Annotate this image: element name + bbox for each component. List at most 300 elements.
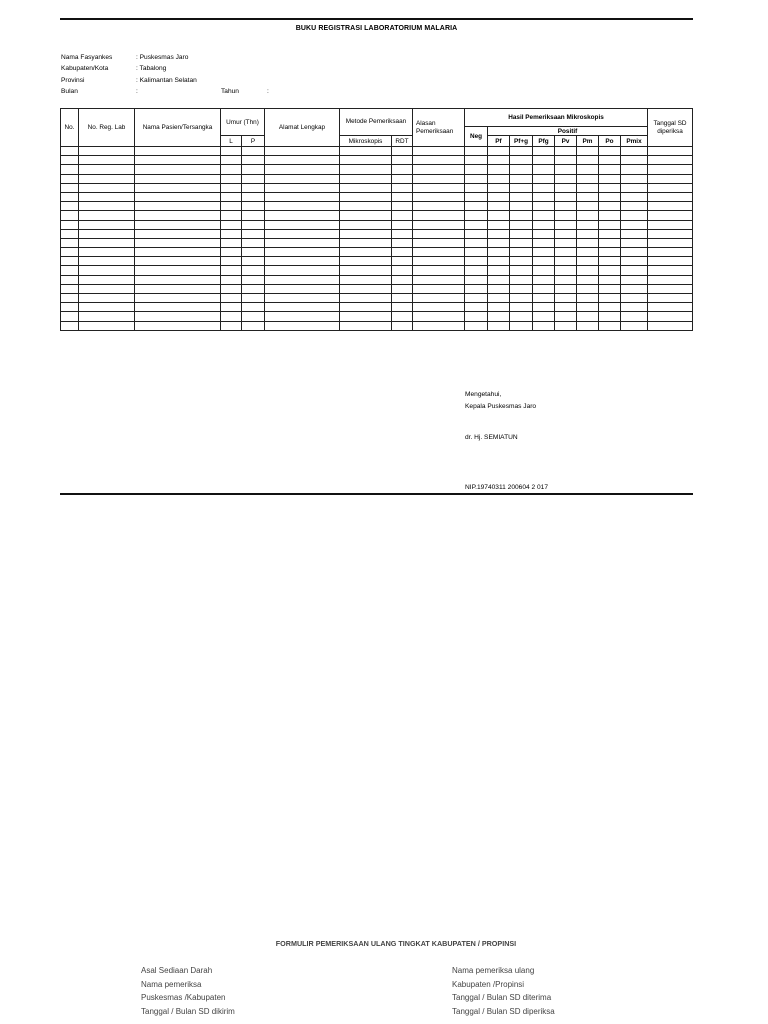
table-cell [621, 294, 648, 303]
table-row [61, 238, 693, 247]
table-row [61, 165, 693, 174]
table-cell [413, 321, 465, 330]
table-cell [488, 257, 510, 266]
table-cell [221, 257, 242, 266]
table-cell [555, 202, 577, 211]
table-row [61, 257, 693, 266]
table-cell [392, 156, 413, 165]
table-cell [555, 257, 577, 266]
table-cell [340, 284, 392, 293]
table-cell [577, 147, 599, 156]
table-cell [555, 294, 577, 303]
table-cell [392, 284, 413, 293]
table-cell [465, 284, 488, 293]
table-cell [648, 266, 693, 275]
table-cell [648, 147, 693, 156]
table-cell [488, 202, 510, 211]
info-value-tahun: : [267, 88, 269, 96]
table-cell [648, 211, 693, 220]
col-header-pmix: Pmix [621, 136, 648, 147]
table-cell [413, 266, 465, 275]
table-cell [413, 275, 465, 284]
table-cell [510, 238, 533, 247]
table-cell [510, 275, 533, 284]
table-cell [242, 165, 265, 174]
table-cell [599, 238, 621, 247]
top-rule [60, 18, 693, 20]
table-cell [340, 174, 392, 183]
table-cell [413, 248, 465, 257]
col-header-umur-l: L [221, 136, 242, 147]
table-cell [265, 156, 340, 165]
table-cell [61, 312, 79, 321]
table-cell [648, 321, 693, 330]
table-cell [599, 174, 621, 183]
table-cell [555, 147, 577, 156]
table-cell [621, 192, 648, 201]
table-cell [413, 165, 465, 174]
table-cell [510, 257, 533, 266]
table-cell [413, 183, 465, 192]
table-cell [533, 248, 555, 257]
table-cell [510, 248, 533, 257]
col-header-alasan: Alasan Pemeriksaan [413, 109, 465, 147]
col-header-alamat: Alamat Lengkap [265, 109, 340, 147]
signature-nip: NIP.19740311 200604 2 017 [465, 484, 548, 491]
info-label: Kabupaten/Kota [61, 65, 109, 73]
table-cell [621, 211, 648, 220]
table-cell [79, 303, 135, 312]
table-cell [599, 294, 621, 303]
table-cell [392, 211, 413, 220]
table-cell [577, 156, 599, 165]
table-cell [135, 202, 221, 211]
table-cell [392, 303, 413, 312]
table-cell [61, 284, 79, 293]
table-cell [465, 303, 488, 312]
table-cell [265, 211, 340, 220]
table-cell [265, 192, 340, 201]
info-label: Nama Fasyankes [61, 54, 113, 61]
table-cell [577, 229, 599, 238]
table-cell [488, 266, 510, 275]
table-cell [392, 220, 413, 229]
table-cell [413, 220, 465, 229]
table-cell [79, 284, 135, 293]
signature-title: Kepala Puskesmas Jaro [465, 403, 537, 410]
table-cell [510, 321, 533, 330]
table-cell [648, 192, 693, 201]
table-row [61, 147, 693, 156]
table-cell [648, 284, 693, 293]
col-header-po: Po [599, 136, 621, 147]
table-cell [621, 165, 648, 174]
col-header-metode: Metode Pemeriksaan [340, 109, 413, 136]
table-cell [510, 211, 533, 220]
table-cell [488, 294, 510, 303]
table-cell [242, 192, 265, 201]
table-cell [242, 321, 265, 330]
table-cell [340, 321, 392, 330]
table-cell [242, 229, 265, 238]
table-cell [265, 275, 340, 284]
table-cell [533, 220, 555, 229]
table-cell [340, 275, 392, 284]
table-cell [648, 294, 693, 303]
table-cell [465, 174, 488, 183]
table-cell [265, 229, 340, 238]
table-cell [135, 174, 221, 183]
table-cell [533, 275, 555, 284]
table-cell [135, 312, 221, 321]
table-cell [413, 257, 465, 266]
form2-right-item: Nama pemeriksa ulang [452, 966, 535, 975]
table-cell [555, 248, 577, 257]
table-cell [488, 220, 510, 229]
table-cell [599, 275, 621, 284]
table-cell [242, 312, 265, 321]
table-cell [413, 147, 465, 156]
col-header-umur: Umur (Thn) [221, 109, 265, 136]
table-cell [242, 202, 265, 211]
table-cell [413, 202, 465, 211]
table-cell [555, 192, 577, 201]
table-cell [221, 165, 242, 174]
table-cell [340, 156, 392, 165]
table-cell [533, 202, 555, 211]
table-cell [135, 275, 221, 284]
table-cell [79, 147, 135, 156]
table-cell [135, 238, 221, 247]
table-cell [555, 220, 577, 229]
table-cell [79, 156, 135, 165]
table-cell [533, 183, 555, 192]
form2-left-item: Asal Sediaan Darah [141, 966, 213, 975]
table-cell [555, 238, 577, 247]
table-cell [648, 165, 693, 174]
col-header-pf: Pf [488, 136, 510, 147]
bottom-rule [60, 493, 693, 495]
table-cell [242, 294, 265, 303]
col-header-nama: Nama Pasien/Tersangka [135, 109, 221, 147]
table-cell [465, 183, 488, 192]
table-cell [61, 147, 79, 156]
table-cell [533, 257, 555, 266]
col-header-pm: Pm [577, 136, 599, 147]
table-cell [510, 266, 533, 275]
table-cell [510, 303, 533, 312]
col-header-tanggal: Tanggal SD diperiksa [648, 109, 693, 147]
table-cell [533, 303, 555, 312]
table-row [61, 220, 693, 229]
table-cell [413, 284, 465, 293]
table-cell [577, 275, 599, 284]
table-cell [533, 312, 555, 321]
table-cell [621, 284, 648, 293]
table-cell [465, 229, 488, 238]
table-cell [135, 156, 221, 165]
table-row [61, 294, 693, 303]
col-header-no: No. [61, 109, 79, 147]
table-cell [242, 220, 265, 229]
table-cell [340, 183, 392, 192]
table-cell [413, 229, 465, 238]
table-cell [242, 183, 265, 192]
table-cell [465, 257, 488, 266]
table-cell [533, 174, 555, 183]
table-cell [135, 321, 221, 330]
table-cell [533, 211, 555, 220]
table-cell [465, 156, 488, 165]
table-cell [465, 248, 488, 257]
table-cell [488, 238, 510, 247]
table-cell [79, 211, 135, 220]
col-header-pfg2: Pfg [533, 136, 555, 147]
table-cell [265, 303, 340, 312]
table-cell [79, 248, 135, 257]
table-cell [135, 220, 221, 229]
table-cell [79, 321, 135, 330]
table-cell [599, 312, 621, 321]
table-cell [510, 147, 533, 156]
table-cell [465, 238, 488, 247]
table-cell [265, 238, 340, 247]
table-cell [265, 284, 340, 293]
table-cell [555, 156, 577, 165]
table-cell [61, 192, 79, 201]
table-cell [413, 174, 465, 183]
table-cell [577, 202, 599, 211]
table-cell [488, 248, 510, 257]
table-cell [61, 211, 79, 220]
table-row [61, 183, 693, 192]
table-row [61, 312, 693, 321]
table-cell [413, 211, 465, 220]
table-cell [510, 312, 533, 321]
table-cell [79, 165, 135, 174]
table-cell [465, 266, 488, 275]
table-cell [488, 174, 510, 183]
table-cell [340, 202, 392, 211]
table-cell [221, 192, 242, 201]
table-cell [242, 147, 265, 156]
table-cell [242, 266, 265, 275]
table-cell [392, 202, 413, 211]
table-cell [621, 174, 648, 183]
table-cell [221, 229, 242, 238]
table-cell [488, 156, 510, 165]
table-cell [79, 257, 135, 266]
table-row [61, 174, 693, 183]
col-header-positif: Positif [488, 127, 648, 136]
info-value: : Tabalong [136, 65, 167, 73]
table-cell [79, 238, 135, 247]
table-cell [392, 266, 413, 275]
table-cell [340, 266, 392, 275]
table-cell [340, 165, 392, 174]
table-cell [221, 220, 242, 229]
table-cell [465, 211, 488, 220]
table-cell [221, 275, 242, 284]
table-cell [488, 312, 510, 321]
table-cell [135, 266, 221, 275]
table-cell [533, 156, 555, 165]
table-cell [265, 312, 340, 321]
table-row [61, 202, 693, 211]
form2-title: FORMULIR PEMERIKSAAN ULANG TINGKAT KABUPATEN / PROPINSI [275, 939, 517, 948]
table-cell [413, 303, 465, 312]
table-row [61, 192, 693, 201]
table-cell [413, 312, 465, 321]
table-cell [61, 183, 79, 192]
table-cell [221, 321, 242, 330]
table-cell [340, 257, 392, 266]
table-cell [510, 294, 533, 303]
table-cell [621, 220, 648, 229]
table-cell [61, 174, 79, 183]
table-cell [465, 312, 488, 321]
table-cell [265, 257, 340, 266]
table-cell [392, 165, 413, 174]
table-cell [79, 202, 135, 211]
table-cell [265, 220, 340, 229]
table-cell [577, 165, 599, 174]
table-cell [242, 238, 265, 247]
table-cell [621, 303, 648, 312]
table-cell [242, 284, 265, 293]
table-cell [61, 238, 79, 247]
table-cell [392, 238, 413, 247]
table-cell [599, 229, 621, 238]
table-cell [488, 211, 510, 220]
table-cell [61, 156, 79, 165]
table-cell [413, 294, 465, 303]
table-cell [510, 183, 533, 192]
table-cell [465, 192, 488, 201]
table-cell [621, 156, 648, 165]
col-header-rdt: RDT [392, 136, 413, 147]
table-cell [621, 321, 648, 330]
table-cell [221, 266, 242, 275]
form2-left-list [141, 964, 235, 1018]
table-cell [648, 257, 693, 266]
col-header-hasil: Hasil Pemeriksaan Mikroskopis [465, 109, 648, 127]
table-cell [648, 156, 693, 165]
table-row [61, 211, 693, 220]
page-title: BUKU REGISTRASI LABORATORIUM MALARIA [295, 25, 458, 32]
table-cell [488, 275, 510, 284]
table-cell [465, 202, 488, 211]
table-cell [577, 238, 599, 247]
table-cell [392, 312, 413, 321]
form2-right-item: Kabupaten /Propinsi [452, 979, 525, 989]
table-cell [340, 303, 392, 312]
table-cell [242, 211, 265, 220]
table-cell [221, 211, 242, 220]
form2-left-item: Nama pemeriksa [141, 979, 202, 989]
table-cell [510, 174, 533, 183]
table-cell [510, 202, 533, 211]
table-cell [61, 229, 79, 238]
table-cell [648, 238, 693, 247]
table-cell [265, 248, 340, 257]
table-cell [510, 192, 533, 201]
table-cell [242, 156, 265, 165]
table-cell [621, 266, 648, 275]
table-cell [340, 147, 392, 156]
form2-right-item: Tanggal / Bulan SD diterima [452, 993, 552, 1003]
table-cell [648, 174, 693, 183]
table-cell [555, 312, 577, 321]
table-cell [221, 294, 242, 303]
table-cell [79, 294, 135, 303]
table-cell [577, 192, 599, 201]
table-cell [465, 321, 488, 330]
table-cell [599, 257, 621, 266]
table-cell [599, 202, 621, 211]
table-cell [242, 257, 265, 266]
table-cell [599, 165, 621, 174]
table-cell [392, 321, 413, 330]
table-cell [392, 275, 413, 284]
table-cell [533, 238, 555, 247]
table-cell [533, 147, 555, 156]
table-cell [340, 192, 392, 201]
table-cell [577, 174, 599, 183]
table-cell [488, 229, 510, 238]
table-cell [621, 248, 648, 257]
table-cell [599, 284, 621, 293]
table-cell [599, 303, 621, 312]
table-cell [135, 294, 221, 303]
table-cell [510, 165, 533, 174]
table-cell [413, 192, 465, 201]
table-cell [648, 202, 693, 211]
table-cell [392, 257, 413, 266]
table-cell [488, 165, 510, 174]
table-cell [340, 248, 392, 257]
table-cell [79, 192, 135, 201]
table-row [61, 275, 693, 284]
col-header-pfg: Pf+g [510, 136, 533, 147]
registration-table [60, 108, 693, 331]
table-cell [221, 238, 242, 247]
table-cell [265, 147, 340, 156]
table-cell [392, 294, 413, 303]
table-cell [465, 294, 488, 303]
table-cell [555, 303, 577, 312]
table-cell [648, 183, 693, 192]
table-cell [648, 220, 693, 229]
table-cell [135, 257, 221, 266]
table-cell [599, 220, 621, 229]
table-cell [510, 220, 533, 229]
table-cell [621, 147, 648, 156]
table-cell [135, 303, 221, 312]
table-cell [221, 284, 242, 293]
table-cell [533, 294, 555, 303]
table-cell [392, 192, 413, 201]
table-cell [465, 165, 488, 174]
table-cell [79, 174, 135, 183]
table-cell [79, 220, 135, 229]
table-cell [533, 266, 555, 275]
table-cell [221, 248, 242, 257]
table-cell [577, 257, 599, 266]
form2-left-item: Tanggal / Bulan SD dikirim [141, 1006, 235, 1016]
table-cell [577, 248, 599, 257]
table-cell [599, 321, 621, 330]
